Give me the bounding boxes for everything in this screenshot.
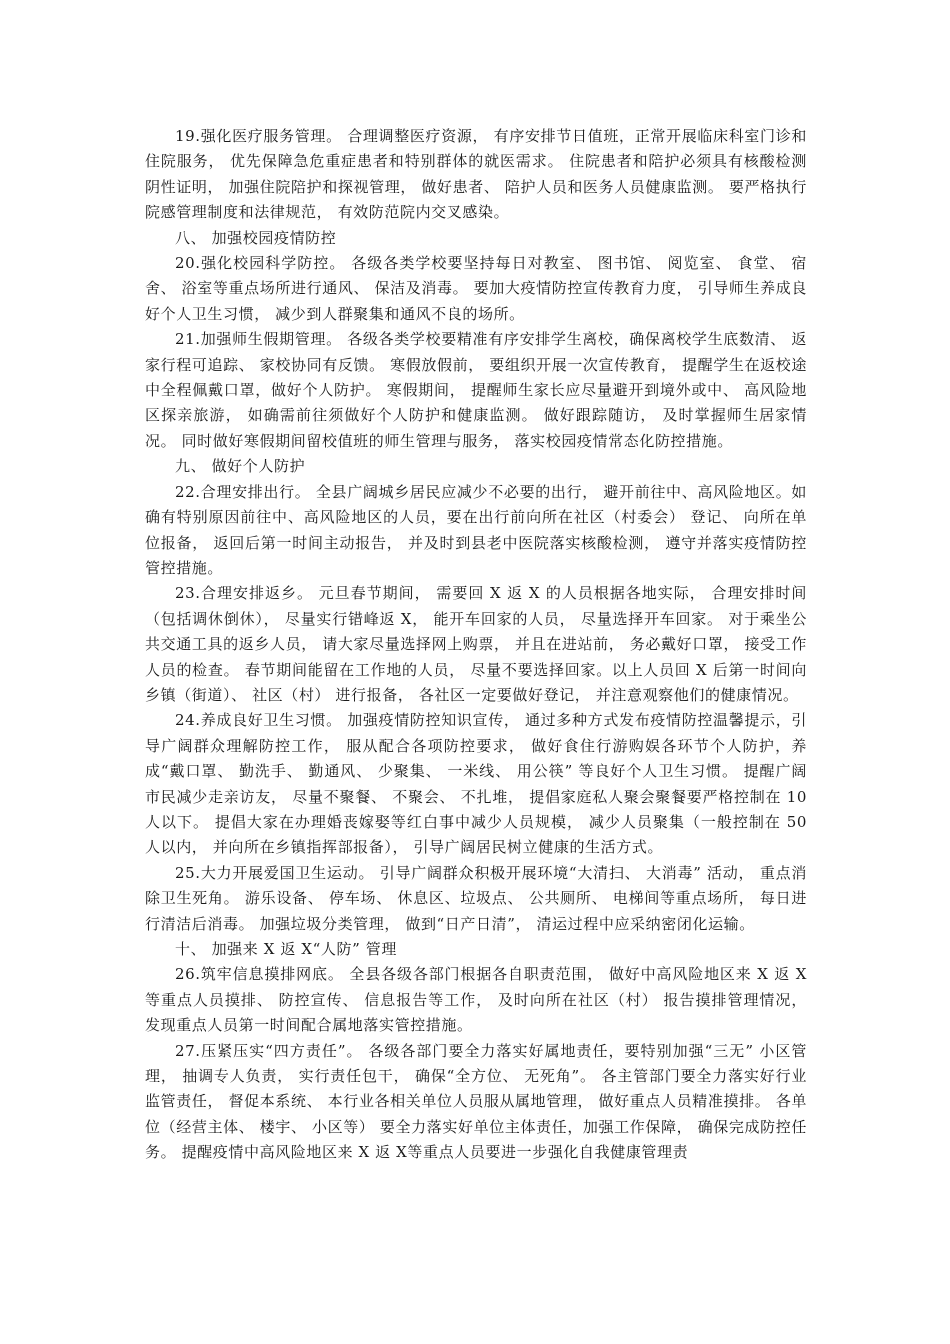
paragraph-item-26: 26.筑牢信息摸排网底。 全县各级各部门根据各自职责范围， 做好中高风险地区来 X 返 X 等重点人员摸排、 防控宣传、 信息报告等工作， 及时向所在社区（村） 报告摸排管理情况， 发现重点人员第一时间配合属地落实管控措施。 (145, 965, 807, 1035)
section-heading-9: 九、 做好个人防护 (175, 457, 306, 476)
paragraph-item-21: 21.加强师生假期管理。 各级各类学校要精准有序安排学生离校，确保离校学生底数清、 返家行程可追踪、 家校协同有反馈。 寒假放假前， 要组织开展一次宣传教育， 提醒学生在返校途中全程佩戴口罩，做好个人防护。 寒假期间， 提醒师生家长应尽量避开到境外或中、 高风险地区探亲旅游， 如确需前往须做好个人防护和健康监测。 做好跟踪随访， 及时掌握师生居家情况。 同时做好寒假期间留校值班的师生管理与服务， 落实校园疫情常态化防控措施。 (145, 330, 807, 450)
paragraph-item-25: 25.大力开展爱国卫生运动。 引导广阔群众积极开展环境“大清扫、 大消毒” 活动， 重点消除卫生死角。 游乐设备、 停车场、 休息区、垃圾点、 公共厕所、 电梯间等重点场所， 每日进行清洁后消毒。 加强垃圾分类管理， 做到“日产日清”， 清运过程中应采纳密闭化运输。 (145, 863, 807, 933)
paragraph-item-19: 19.强化医疗服务管理。 合理调整医疗资源， 有序安排节日值班，正常开展临床科室门诊和住院服务， 优先保障急危重症患者和特别群体的就医需求。 住院患者和陪护必须具有核酸检测阴性证明， 加强住院陪护和探视管理， 做好患者、 陪护人员和医务人员健康监测。 要严格执行院感管理制度和法律规范， 有效防范院内交叉感染。 (145, 127, 807, 222)
paragraph-item-22: 22.合理安排出行。 全县广阔城乡居民应减少不必要的出行， 避开前往中、高风险地区。如确有特别原因前往中、高风险地区的人员，要在出行前向所在社区（村委会） 登记、 向所在单位报备， 返回后第一时间主动报告， 并及时到县老中医院落实核酸检测， 遵守并落实疫情防控管控措施。 (145, 482, 807, 577)
paragraph-item-24: 24.养成良好卫生习惯。 加强疫情防控知识宣传， 通过多种方式发布疫情防控温馨提示，引导广阔群众理解防控工作， 服从配合各项防控要求， 做好食住行游购娱各环节个人防护，养成“戴口罩、 勤洗手、 勤通风、 少聚集、 一米线、 用公筷” 等良好个人卫生习惯。 提醒广阔市民减少走亲访友， 尽量不聚餐、 不聚会、 不扎堆， 提倡家庭私人聚会聚餐要严格控制在 10 人以下。 提倡大家在办理婚丧嫁娶等红白事中减少人员规模， 减少人员聚集（一般控制在 50 人以内， 并向所在乡镇指挥部报备）， 引导广阔居民树立健康的生活方式。 (145, 711, 807, 857)
section-heading-10: 十、 加强来 X 返 X“人防” 管理 (175, 940, 397, 958)
paragraph-item-20: 20.强化校园科学防控。 各级各类学校要坚持每日对教室、 图书馆、 阅览室、 食堂、 宿舍、 浴室等重点场所进行通风、 保洁及消毒。 要加大疫情防控宣传教育力度， 引导师生养成良好个人卫生习惯， 减少到人群聚集和通风不良的场所。 (145, 254, 807, 323)
paragraph-item-27: 27.压紧压实“四方责任”。 各级各部门要全力落实好属地责任，要特别加强“三无” 小区管理， 抽调专人负责， 实行责任包干， 确保“全方位、 无死角”。 各主管部门要全力落实好行业监管责任， 督促本系统、 本行业各相关单位人员服从属地管理， 做好重点人员精准摸排。 各单位（经营主体、 楼宇、 小区等） 要全力落实好单位主体责任，加强工作保障， 确保完成防控任务。 提醒疫情中高风险地区来 X 返 X等重点人员要进一步强化自我健康管理责 (145, 1041, 807, 1162)
paragraph-item-23: 23.合理安排返乡。 元旦春节期间， 需要回 X 返 X 的人员根据各地实际， 合理安排时间（包括调休倒休）， 尽量实行错峰返 X， 能开车回家的人员， 尽量选择开车回家。 对于乘坐公共交通工具的返乡人员， 请大家尽量选择网上购票， 并且在进站前， 务必戴好口罩， 接受工作人员的检查。 春节期间能留在工作地的人员， 尽量不要选择回家。以上人员回 X 后第一时间向乡镇（街道）、 社区（村） 进行报备， 各社区一定要做好登记， 并注意观察他们的健康情况。 (145, 584, 807, 704)
section-heading-8: 八、 加强校园疫情防控 (175, 228, 337, 247)
document-body (145, 124, 807, 1166)
